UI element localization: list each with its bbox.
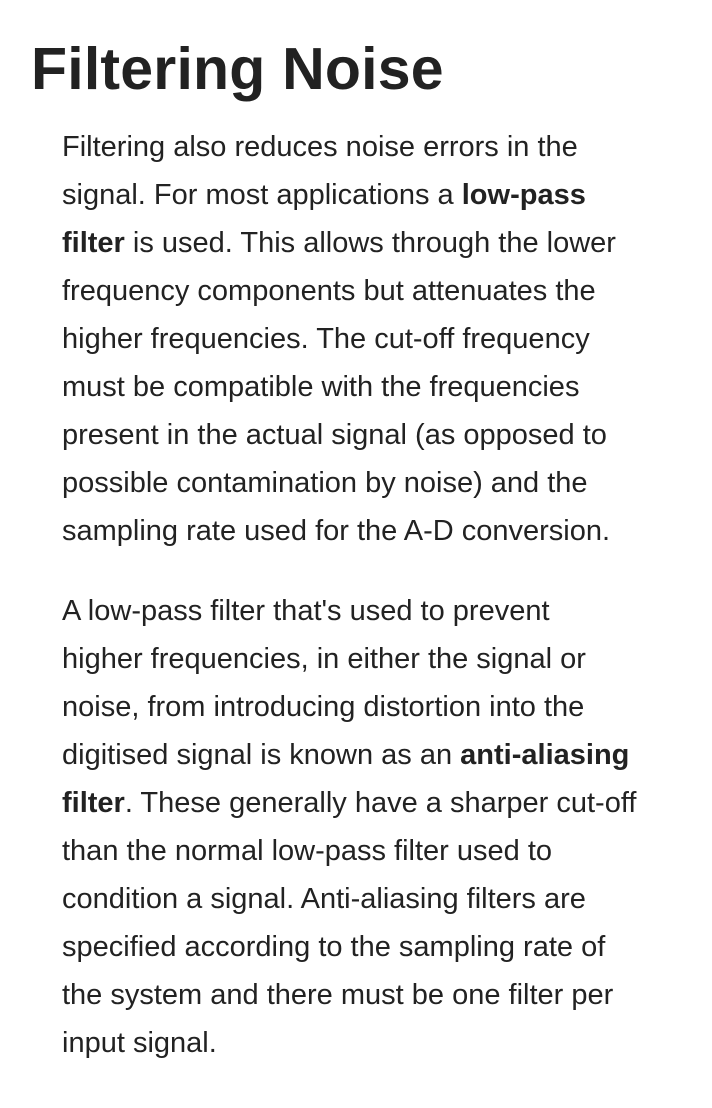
text-line <box>62 683 702 731</box>
text-run: input signal. <box>62 1027 217 1059</box>
text-line <box>62 971 702 1019</box>
text-line <box>62 731 702 779</box>
text-run: . These generally have a sharper cut-off <box>124 787 637 819</box>
text-line <box>62 459 702 507</box>
paragraph-low-pass-filter <box>62 123 702 555</box>
text-line <box>62 923 702 971</box>
text-line <box>62 587 702 635</box>
text-line <box>62 875 702 923</box>
text-line <box>62 267 702 315</box>
text-run: digitised signal is known as an <box>62 739 461 771</box>
text-line <box>62 123 702 171</box>
text-line <box>62 171 702 219</box>
text-run: noise, from introducing distortion into the <box>62 691 585 723</box>
text-line <box>62 507 702 555</box>
text-line <box>62 411 702 459</box>
text-line <box>62 363 702 411</box>
text-line <box>62 219 702 267</box>
text-run: specified according to the sampling rate of <box>62 931 606 963</box>
text-run: possible contamination by noise) and the <box>62 467 588 499</box>
page-title: Filtering Noise <box>31 36 444 102</box>
text-run: is used. This allows through the lower <box>124 227 616 259</box>
text-run: A low-pass filter that's used to prevent <box>62 595 550 627</box>
text-run: than the normal low-pass filter used to <box>62 835 553 867</box>
text-line <box>62 315 702 363</box>
text-line <box>62 1019 702 1067</box>
text-run: present in the actual signal (as opposed to <box>62 419 607 451</box>
bold-term: filter <box>62 787 125 819</box>
text-run: signal. For most applications a <box>62 179 462 211</box>
bold-term: filter <box>62 227 125 259</box>
text-run: sampling rate used for the A-D conversion. <box>62 515 611 547</box>
text-line <box>62 827 702 875</box>
bold-term: anti-aliasing <box>460 739 630 771</box>
text-run: must be compatible with the frequencies <box>62 371 580 403</box>
text-run: Filtering also reduces noise errors in the <box>62 131 578 163</box>
text-run: higher frequencies. The cut-off frequency <box>62 323 590 355</box>
text-run: higher frequencies, in either the signal or <box>62 643 586 675</box>
bold-term: low-pass <box>461 179 586 211</box>
text-run: frequency components but attenuates the <box>62 275 596 307</box>
text-run: the system and there must be one filter per <box>62 979 614 1011</box>
text-line <box>62 779 702 827</box>
text-run: condition a signal. Anti-aliasing filters are <box>62 883 586 915</box>
paragraph-anti-aliasing-filter <box>62 587 702 1067</box>
text-line <box>62 635 702 683</box>
